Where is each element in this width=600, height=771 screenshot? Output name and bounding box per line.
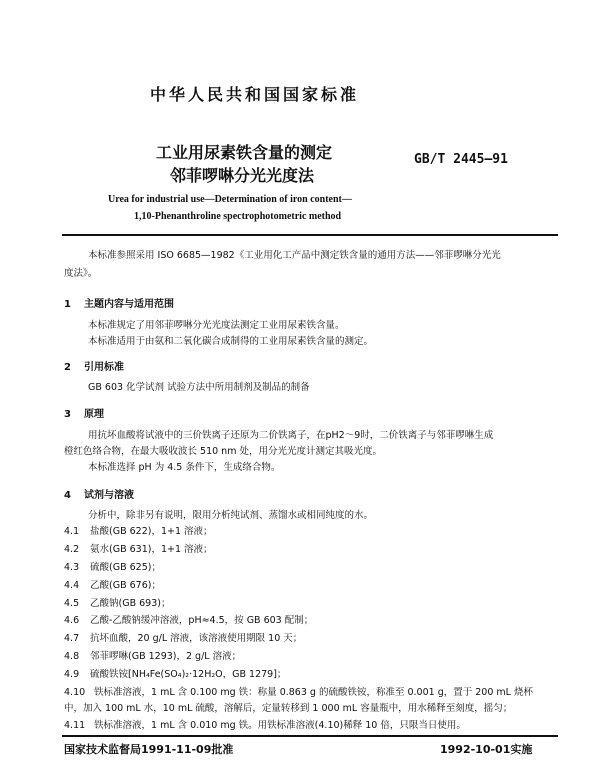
list-item — [64, 613, 313, 629]
list-item — [64, 596, 170, 612]
item-text: 硫酸铁铵[NH₄Fe(SO₄)₂·12H₂O，GB 1279]； — [90, 669, 287, 680]
item-text: 铁标准溶液，1 mL 含 0.010 mg 铁。用铁标准溶液(4.10)稀释 10 倍，只限当日使用。 — [94, 720, 466, 731]
intro-line-1: 本标准参照采用 ISO 6685—1982《工业用化工产品中测定铁含量的通用方法——邻菲啰啉分光光 — [88, 250, 501, 261]
section-3-line-2: 橙红色络合物，在最大吸收波长 510 nm 处，用分光光度计测定其吸光度。 — [64, 446, 382, 457]
title-line-2: 邻菲啰啉分光光度法 — [170, 166, 315, 185]
top-rule — [62, 234, 558, 236]
item-text: 硫酸(GB 625)； — [90, 562, 161, 573]
section-title: 原理 — [84, 409, 104, 420]
section-2-heading — [64, 358, 124, 373]
section-4-heading — [64, 486, 134, 501]
list-item-4-11 — [64, 718, 466, 734]
list-item — [64, 578, 161, 594]
list-item — [64, 649, 241, 665]
section-1-heading — [64, 295, 174, 310]
standard-number: GB/T 2445—91 — [414, 152, 508, 167]
section-3-line-1: 用抗坏血酸将试液中的三价铁离子还原为二价铁离子，在pH2～9时，二价铁离子与邻菲啰啉生成 — [88, 430, 494, 441]
list-item — [64, 631, 302, 647]
intro-line-2: 度法》。 — [64, 268, 98, 279]
section-3-line-3: 本标准选择 pH 为 4.5 条件下，生成络合物。 — [88, 462, 281, 473]
list-item — [64, 560, 161, 576]
section-3-heading — [64, 405, 104, 420]
item-number: 4.6 — [64, 615, 80, 626]
item-text: 铁标准溶液，1 mL 含 0.100 mg 铁：称量 0.863 g 的硫酸铁铵，称准至 0.001 g，置于 200 mL 烧杯 — [94, 687, 533, 698]
item-number: 4.8 — [64, 651, 80, 662]
item-text: 乙酸钠(GB 693)； — [90, 598, 171, 609]
item-number: 4.3 — [64, 562, 80, 573]
item-number: 4.5 — [64, 598, 80, 609]
item-text: 氨水(GB 631)，1+1 溶液； — [90, 544, 213, 555]
list-item — [64, 667, 286, 683]
section-number: 4 — [64, 490, 71, 501]
item-text: 抗坏血酸，20 g/L 溶液，该溶液使用期限 10 天； — [90, 633, 303, 644]
item-text: 乙酸-乙酸钠缓冲溶液，pH≈4.5，按 GB 603 配制； — [90, 615, 314, 626]
item-number: 4.9 — [64, 669, 80, 680]
section-title: 试剂与溶液 — [84, 490, 134, 501]
approval-date: 国家技术监督局1991-11-09批准 — [64, 743, 234, 756]
implementation-date: 1992-10-01实施 — [440, 743, 533, 756]
section-title: 引用标准 — [84, 362, 124, 373]
title-line-1: 工业用尿素铁含量的测定 — [156, 143, 333, 162]
issuer-heading: 中华人民共和国国家标准 — [150, 85, 360, 104]
bottom-rule — [62, 735, 558, 737]
list-item-4-10-line-1 — [64, 685, 533, 701]
item-text: 盐酸(GB 622)，1+1 溶液； — [90, 526, 213, 537]
section-number: 2 — [64, 362, 71, 373]
item-number: 4.1 — [64, 526, 80, 537]
item-text: 邻菲啰啉(GB 1293)，2 g/L 溶液； — [90, 651, 242, 662]
item-number: 4.4 — [64, 580, 80, 591]
section-4-intro: 分析中，除非另有说明，限用分析纯试剂、蒸馏水或相同纯度的水。 — [88, 510, 374, 521]
item-number: 4.2 — [64, 544, 80, 555]
list-item — [64, 524, 213, 540]
item-number: 4.11 — [64, 720, 86, 731]
english-title-line-1: Urea for industrial use—Determination of iron content— — [108, 194, 352, 205]
section-title: 主题内容与适用范围 — [84, 299, 174, 310]
section-number: 3 — [64, 409, 71, 420]
english-title-line-2: 1,10-Phenanthroline spectrophotometric method — [134, 211, 342, 222]
section-2-line-1: GB 603 化学试剂 试验方法中所用制剂及制品的制备 — [88, 382, 310, 393]
item-number: 4.7 — [64, 633, 80, 644]
section-number: 1 — [64, 299, 71, 310]
list-item-4-10-line-2: 中，加入 100 mL 水，10 mL 硫酸，溶解后，定量转移到 1 000 mL 容量瓶中，用水稀释至刻度，摇匀； — [64, 703, 513, 714]
section-1-line-2: 本标准适用于由氨和二氧化碳合成制得的工业用尿素铁含量的测定。 — [88, 336, 374, 347]
item-number: 4.10 — [64, 687, 86, 698]
item-text: 乙酸(GB 676)； — [90, 580, 161, 591]
section-1-line-1: 本标准规定了用邻菲啰啉分光光度法测定工业用尿素铁含量。 — [88, 320, 345, 331]
list-item — [64, 542, 213, 558]
